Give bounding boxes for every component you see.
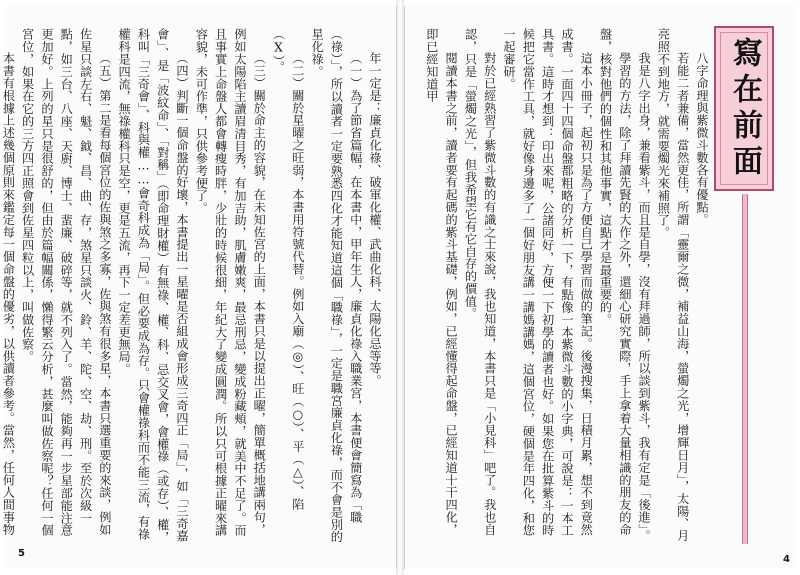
right-paragraph: 若能二者兼備，當然更佳，所謂「靈爾之微，補益山海，螢燭之光，增輝日月」，太陽、月亮照不到地方，就需要燭光來補照了。	[656, 28, 690, 543]
section-title: 寫在前面	[727, 36, 762, 181]
left-paragraph: 本書有根據上述幾個原則來鑑定每一個命盤的優劣，以供讀者參考。當然，任何人間事物	[1, 52, 16, 536]
right-paragraph: 這本小冊子，起初只是為了方便自己學習而做的筆記。後漫搜集，日積月累，想不到竟然成書。一面四十四個命盤都粗略的分析一下，有點像一本紫微斗數的小字典，可說是：一本工具書。這時才想到：印出來呢，公諸同好，方便一下初學的讀者也好。如果您在批算紫斗的時候把它當作工具，就好像身邊多了一個好朋友講一講媽講媽，這個宮位，硬個是年四化，和您一起審研。	[502, 28, 594, 537]
left-paragraph: 年一定是：廉貞化祿、破軍化權、武曲化科、太陽化忌等等。	[368, 52, 382, 388]
left-paragraph: （一）為了節省篇幅，在本書中，甲年生人，廉貞化祿入職業宮，本書便會簡寫為「職（祿）」，所以讀者一定要熟悉四化才能知道這個「職祿」，一定是職宮廉貞化祿，而不會是別的星化祿。	[310, 28, 363, 543]
section-title-box	[714, 26, 774, 191]
left-paragraph: （四）判斷一個命盤的好壞，本書提出一星曜是否組成會形成三奇四正「局」，如「三奇嘉會」、是「波紋命」、「對稱」（即命理財權）有無祿、權、科、忌交叉會，會權祿（或存）、權，科叫「三奇會」、科與權……會奇科成為「局」。但必要成為存。只會權祿科而不能三流，有祿權科是四流，無祿權科只是空，更是五流，再下一定差更無局。	[117, 28, 190, 544]
left-paragraph: （五）第二是看每個宮位的佐與煞之多寡，佐與煞有很多星，本書只選重要的來談，例如佐星只談左右、魁、鉞、昌、曲、存，煞星只談火、鈴、羊、陀、空、劫、刑。至於次級一點，如三台、八座、天廚、博士、蜚廉、破碎等，就不列入了。當然，能夠再一步星部能注意更加好。上列的星只是很舒的，但由於篇幅關係，懶得繁云分析，甚麼叫做佐察呢？任何一個宮位，如果在它的三方四正照會到佐星四粒以上，叫做佐察。	[20, 28, 112, 537]
right-paragraph: 八字命理與紫微斗數各有優點。	[695, 52, 709, 226]
page-number-right: 4	[783, 554, 790, 565]
right-paragraph: 學習的方法，除了拜讀先賢的大作之外，還細心研究實際，手上拿着大量相識的朋友的命盤，核對他們的個性和其他事實，這點才是最重要的。	[598, 28, 632, 536]
section-title-inner-frame	[720, 32, 768, 185]
right-page-body	[415, 28, 711, 546]
book-gutter	[396, 0, 404, 575]
left-paragraph: （三）關於命主的容貌，在未知佐宮的上面，本書只是以提出正曜，簡單概括地講兩句，例如太陽陷主讀眉清目秀，有加吉助，肌膚嫩爽，最忌刑忌，變成粉藏頰，就美中不足了。而且事實上命盤人都會轉瘦時胖，少壯的時候很細，年紀大了變成圓潤。所以只可根據正曜來講容貌，未可作準，只供參考便了。	[194, 28, 267, 537]
left-page-body	[1, 28, 384, 546]
left-paragraph: （二）關於星曜之旺弱，本書用符號代替。例如入廟（◎）、旺（○）、平（△）、陷（X）。	[271, 28, 305, 511]
page-number-left: 5	[18, 548, 25, 559]
right-paragraph: 對於已經熟習了紫微斗數的有識之士來說，我也知道，本書只是「小見科」吧了。我也自認，只是「螢燭之光」，但我希望它有它自存的價值。	[463, 28, 497, 536]
right-paragraph: 閱讀本書之前，讀者要有起碼的紫斗基礎，例如，已經懂得起命盤，已經知道十干四化，即已經知道甲	[424, 28, 459, 536]
decorative-title-rule	[742, 194, 748, 544]
left-page	[1, 6, 397, 569]
right-paragraph: 我是八字出身，兼看紫斗，而且是自學，沒有拜過師，所以談到紫斗，我有定是「後進」。	[637, 52, 652, 543]
